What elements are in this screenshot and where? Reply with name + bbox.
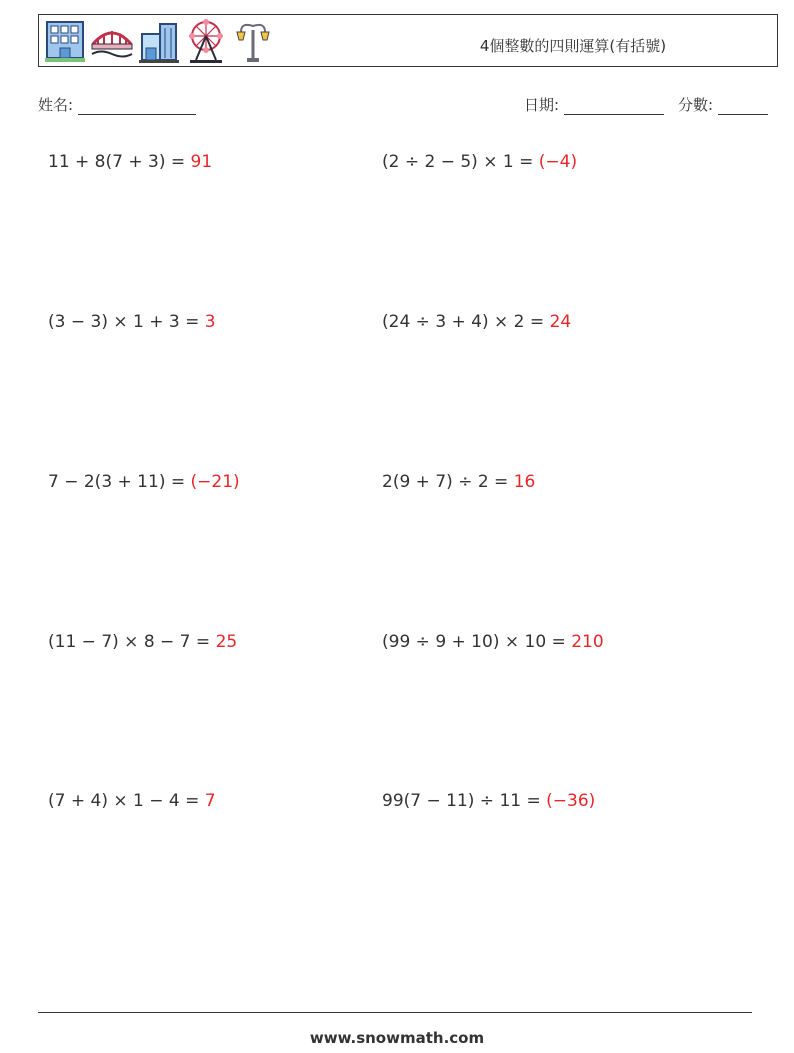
problem-answer: 24 <box>549 312 572 332</box>
name-field <box>38 94 196 115</box>
problem-8 <box>382 632 604 652</box>
problem-answer: 210 <box>571 632 604 652</box>
problem-answer: 7 <box>204 791 216 811</box>
problem-5 <box>48 472 240 492</box>
ferris-wheel-icon <box>184 18 228 64</box>
date-blank <box>564 98 664 115</box>
problem-expression: (99 ÷ 9 + 10) × 10 = <box>382 632 572 652</box>
problem-answer: 16 <box>513 472 536 492</box>
office-building-icon <box>43 18 87 64</box>
problem-7 <box>48 632 237 652</box>
problem-expression: (2 ÷ 2 − 5) × 1 = <box>382 152 539 172</box>
name-label: 姓名: <box>38 96 74 114</box>
street-lamp-icon <box>231 18 275 64</box>
score-blank <box>718 98 768 115</box>
date-field <box>524 94 664 115</box>
problem-answer: 91 <box>190 152 213 172</box>
footer-site[interactable]: www.snowmath.com <box>309 1029 485 1047</box>
problem-expression: (24 ÷ 3 + 4) × 2 = <box>382 312 550 332</box>
score-field <box>678 94 768 115</box>
footer-divider <box>38 1012 752 1013</box>
problem-expression: 99(7 − 11) ÷ 11 = <box>382 791 547 811</box>
city-building-icon <box>137 18 181 64</box>
date-label: 日期: <box>524 96 560 114</box>
problem-expression: (3 − 3) × 1 + 3 = <box>48 312 205 332</box>
problem-answer: 25 <box>215 632 238 652</box>
problem-expression: (7 + 4) × 1 − 4 = <box>48 791 205 811</box>
bridge-icon <box>90 18 134 64</box>
problem-expression: 2(9 + 7) ÷ 2 = <box>382 472 514 492</box>
problem-2 <box>382 152 577 172</box>
problem-6 <box>382 472 535 492</box>
header-icons <box>43 18 275 64</box>
problem-expression: (11 − 7) × 8 − 7 = <box>48 632 216 652</box>
problem-expression: 11 + 8(7 + 3) = <box>48 152 191 172</box>
problem-answer: (−21) <box>190 472 240 492</box>
problem-9 <box>48 791 216 811</box>
problem-answer: (−4) <box>538 152 578 172</box>
problem-10 <box>382 791 595 811</box>
problem-1 <box>48 152 212 172</box>
problem-4 <box>382 312 571 332</box>
problem-expression: 7 − 2(3 + 11) = <box>48 472 191 492</box>
name-blank <box>78 98 196 115</box>
problem-answer: (−36) <box>546 791 596 811</box>
problem-answer: 3 <box>204 312 216 332</box>
problem-3 <box>48 312 216 332</box>
worksheet-header <box>38 14 778 67</box>
worksheet-title: 4個整數的四則運算(有括號) <box>479 37 667 55</box>
score-label: 分數: <box>678 96 714 114</box>
